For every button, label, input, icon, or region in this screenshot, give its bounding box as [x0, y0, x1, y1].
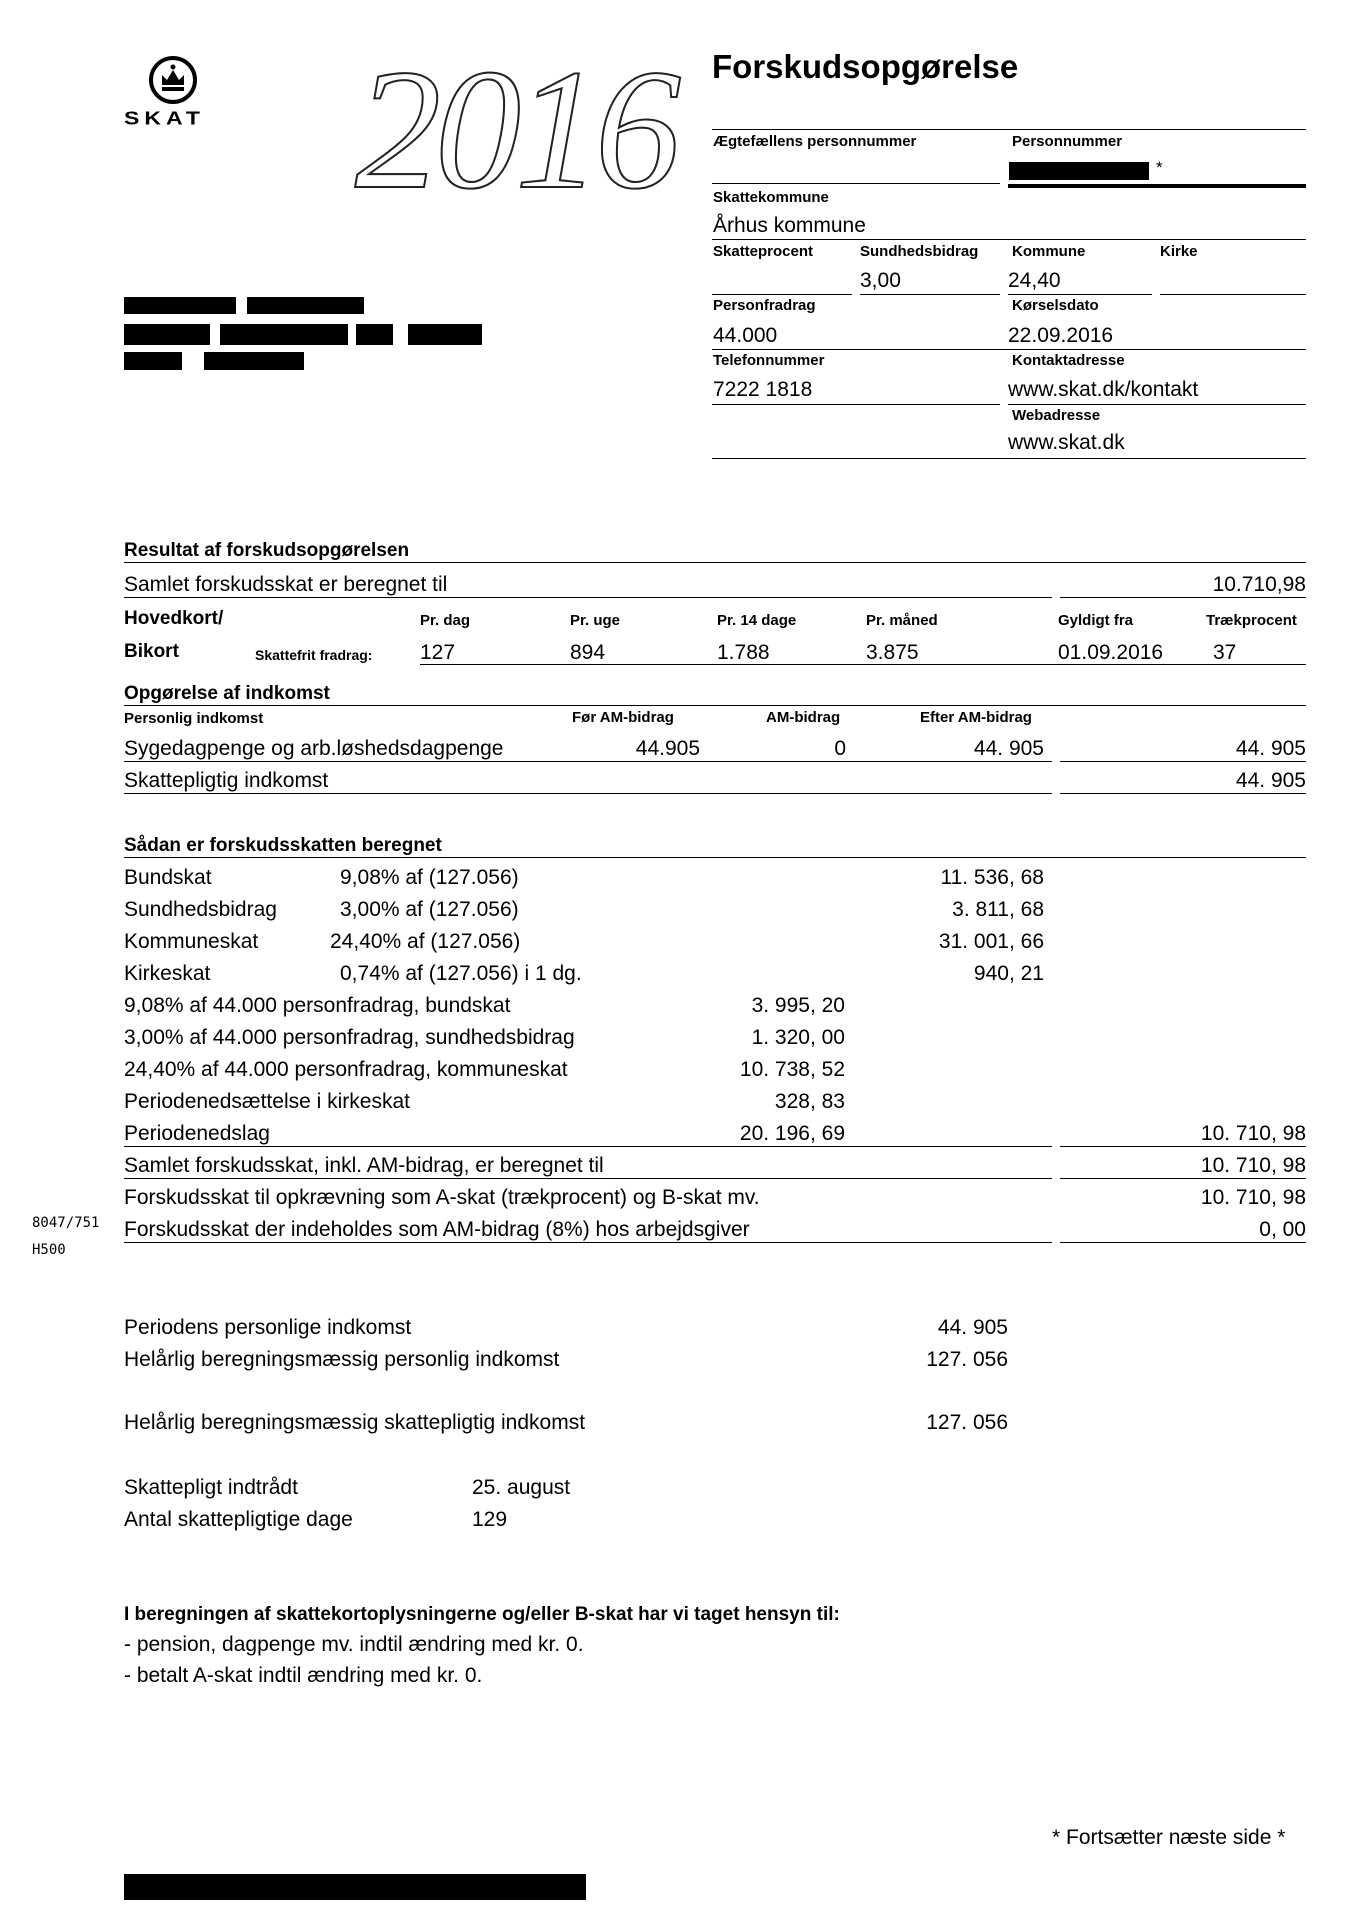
redacted-name: [247, 297, 364, 314]
health-label: Sundhedsbidrag: [860, 243, 979, 260]
phone-label: Telefonnummer: [713, 352, 825, 369]
card-month: 3.875: [866, 641, 919, 664]
summary-label: Samlet forskudsskat, inkl. AM-bidrag, er beregnet til: [124, 1154, 604, 1177]
redacted-address: [220, 324, 348, 345]
tax-row-amount: 3. 811, 68: [952, 898, 1044, 921]
income-after: 44. 905: [973, 737, 1044, 760]
year-watermark: 2016: [355, 35, 675, 225]
page-title: Forskudsopgørelse: [712, 48, 1019, 85]
redacted-footer: [124, 1874, 586, 1900]
phone-value: 7222 1818: [713, 378, 813, 401]
deduction-row-amount: 3. 995, 20: [751, 994, 845, 1017]
skat-logo: [120, 55, 240, 130]
tax-row-amount: 31. 001, 66: [938, 930, 1044, 953]
liability-start-value: 25. august: [472, 1476, 571, 1499]
notes-line: - pension, dagpenge mv. indtil ændring med kr. 0.: [124, 1633, 584, 1656]
web-label: Webadresse: [1012, 407, 1101, 424]
notes-line: - betalt A-skat indtil ændring med kr. 0.: [124, 1664, 483, 1687]
free-label: Skattefrit fradrag:: [255, 647, 373, 663]
col-before-am: Før AM-bidrag: [572, 709, 674, 726]
period-info-value: 44. 905: [937, 1316, 1008, 1339]
tax-row-label: Bundskat: [124, 866, 212, 889]
income-heading: Opgørelse af indkomst: [124, 683, 330, 704]
tax-row-label: Kommuneskat: [124, 930, 259, 953]
margin-code: 8047/751: [32, 1215, 100, 1231]
period-reduction-total: 10. 710, 98: [1200, 1122, 1306, 1145]
redacted-cpr: [1009, 162, 1149, 180]
col-fortnight: Pr. 14 dage: [717, 612, 797, 629]
municipality-label: Skattekommune: [713, 189, 829, 206]
col-valid: Gyldigt fra: [1058, 612, 1134, 629]
card-valid-from: 01.09.2016: [1058, 641, 1164, 664]
period-reduction-label: Periodenedslag: [124, 1122, 270, 1145]
card-main-label: Hovedkort/: [124, 608, 224, 629]
summary-label: Forskudsskat til opkrævning som A-skat (trækprocent) og B-skat mv.: [124, 1186, 760, 1209]
period-info-value: 127. 056: [926, 1411, 1008, 1434]
card-fortnight: 1.788: [717, 641, 770, 664]
deduction-value: 44.000: [713, 324, 778, 347]
period-info-value: 127. 056: [926, 1348, 1008, 1371]
web-link[interactable]: www.skat.dk: [1008, 431, 1125, 454]
redacted-address: [408, 324, 482, 345]
period-info-label: Helårlig beregningsmæssig personlig indkomst: [124, 1348, 560, 1371]
logo-text: SKAT: [124, 107, 205, 129]
contact-label: Kontaktadresse: [1012, 352, 1125, 369]
run-date-label: Kørselsdato: [1012, 297, 1099, 314]
notes-heading: I beregningen af skattekortoplysningerne og/eller B-skat har vi taget hensyn til:: [124, 1604, 840, 1625]
tax-row-rate: 9,08% af (127.056): [340, 866, 519, 889]
cpr-mark: *: [1156, 158, 1163, 177]
summary-total: 10. 710, 98: [1200, 1154, 1306, 1177]
col-after-am: Efter AM-bidrag: [920, 709, 1032, 726]
tax-pct-label: Skatteprocent: [713, 243, 814, 260]
summary-total: 0, 00: [1259, 1218, 1306, 1241]
cpr-label: Personnummer: [1012, 133, 1123, 150]
margin-code: H500: [32, 1242, 66, 1258]
deduction-label: Personfradrag: [713, 297, 816, 314]
tax-row-rate: 0,74% af (127.056) i 1 dg.: [340, 962, 582, 985]
kommune-value: 24,40: [1008, 269, 1061, 292]
period-reduction-amount: 20. 196, 69: [739, 1122, 845, 1145]
redacted-address: [124, 324, 210, 345]
card-week: 894: [570, 641, 606, 664]
church-label: Kirke: [1160, 243, 1198, 260]
redacted-city: [204, 352, 304, 370]
period-info-label: Helårlig beregningsmæssig skattepligtig indkomst: [124, 1411, 586, 1434]
deduction-row-label: 3,00% af 44.000 personfradrag, sundhedsbidrag: [124, 1026, 575, 1049]
taxable-income-total: 44. 905: [1235, 769, 1306, 792]
run-date-value: 22.09.2016: [1008, 324, 1114, 347]
card-day: 127: [420, 641, 456, 664]
liability-days-value: 129: [472, 1508, 508, 1531]
result-total-label: Samlet forskudsskat er beregnet til: [124, 573, 448, 596]
col-day: Pr. dag: [420, 612, 471, 629]
period-info-label: Periodens personlige indkomst: [124, 1316, 412, 1339]
summary-label: Forskudsskat der indeholdes som AM-bidrag (8%) hos arbejdsgiver: [124, 1218, 750, 1241]
col-month: Pr. måned: [866, 612, 938, 629]
income-total: 44. 905: [1235, 737, 1306, 760]
deduction-row-amount: 10. 738, 52: [739, 1058, 845, 1081]
crown-icon: [148, 55, 198, 105]
liability-days-label: Antal skattepligtige dage: [124, 1508, 353, 1531]
deduction-row-label: 24,40% af 44.000 personfradrag, kommuneskat: [124, 1058, 568, 1081]
deduction-row-amount: 328, 83: [774, 1090, 845, 1113]
personal-income-label: Personlig indkomst: [124, 710, 264, 727]
continue-note: * Fortsætter næste side *: [1052, 1826, 1286, 1849]
col-week: Pr. uge: [570, 612, 621, 629]
kommune-label: Kommune: [1012, 243, 1086, 260]
tax-row-rate: 24,40% af (127.056): [330, 930, 521, 953]
result-total-value: 10.710,98: [1212, 573, 1306, 596]
deduction-row-amount: 1. 320, 00: [751, 1026, 845, 1049]
card-pct: 37: [1213, 641, 1237, 664]
tax-row-rate: 3,00% af (127.056): [340, 898, 519, 921]
deduction-row-label: Periodenedsættelse i kirkeskat: [124, 1090, 410, 1113]
liability-start-label: Skattepligt indtrådt: [124, 1476, 298, 1499]
result-heading: Resultat af forskudsopgørelsen: [124, 540, 410, 561]
income-row-label: Sygedagpenge og arb.løshedsdagpenge: [124, 737, 504, 760]
redacted-city: [124, 352, 182, 370]
tax-row-amount: 940, 21: [973, 962, 1044, 985]
calc-heading: Sådan er forskudsskatten beregnet: [124, 835, 442, 856]
income-before: 44.905: [635, 737, 700, 760]
spouse-cpr-label: Ægtefællens personnummer: [713, 133, 917, 150]
col-pct: Trækprocent: [1206, 612, 1297, 629]
health-value: 3,00: [860, 269, 901, 292]
contact-link[interactable]: www.skat.dk/kontakt: [1008, 378, 1199, 401]
tax-row-label: Sundhedsbidrag: [124, 898, 277, 921]
deduction-row-label: 9,08% af 44.000 personfradrag, bundskat: [124, 994, 511, 1017]
tax-row-label: Kirkeskat: [124, 962, 211, 985]
col-am: AM-bidrag: [766, 709, 841, 726]
card-side-label: Bikort: [124, 641, 179, 662]
tax-row-amount: 11. 536, 68: [940, 866, 1044, 889]
redacted-name: [124, 297, 236, 314]
summary-total: 10. 710, 98: [1200, 1186, 1306, 1209]
redacted-address: [356, 324, 393, 345]
income-am: 0: [834, 737, 846, 760]
municipality-value: Århus kommune: [713, 214, 866, 237]
taxable-income-label: Skattepligtig indkomst: [124, 769, 329, 792]
